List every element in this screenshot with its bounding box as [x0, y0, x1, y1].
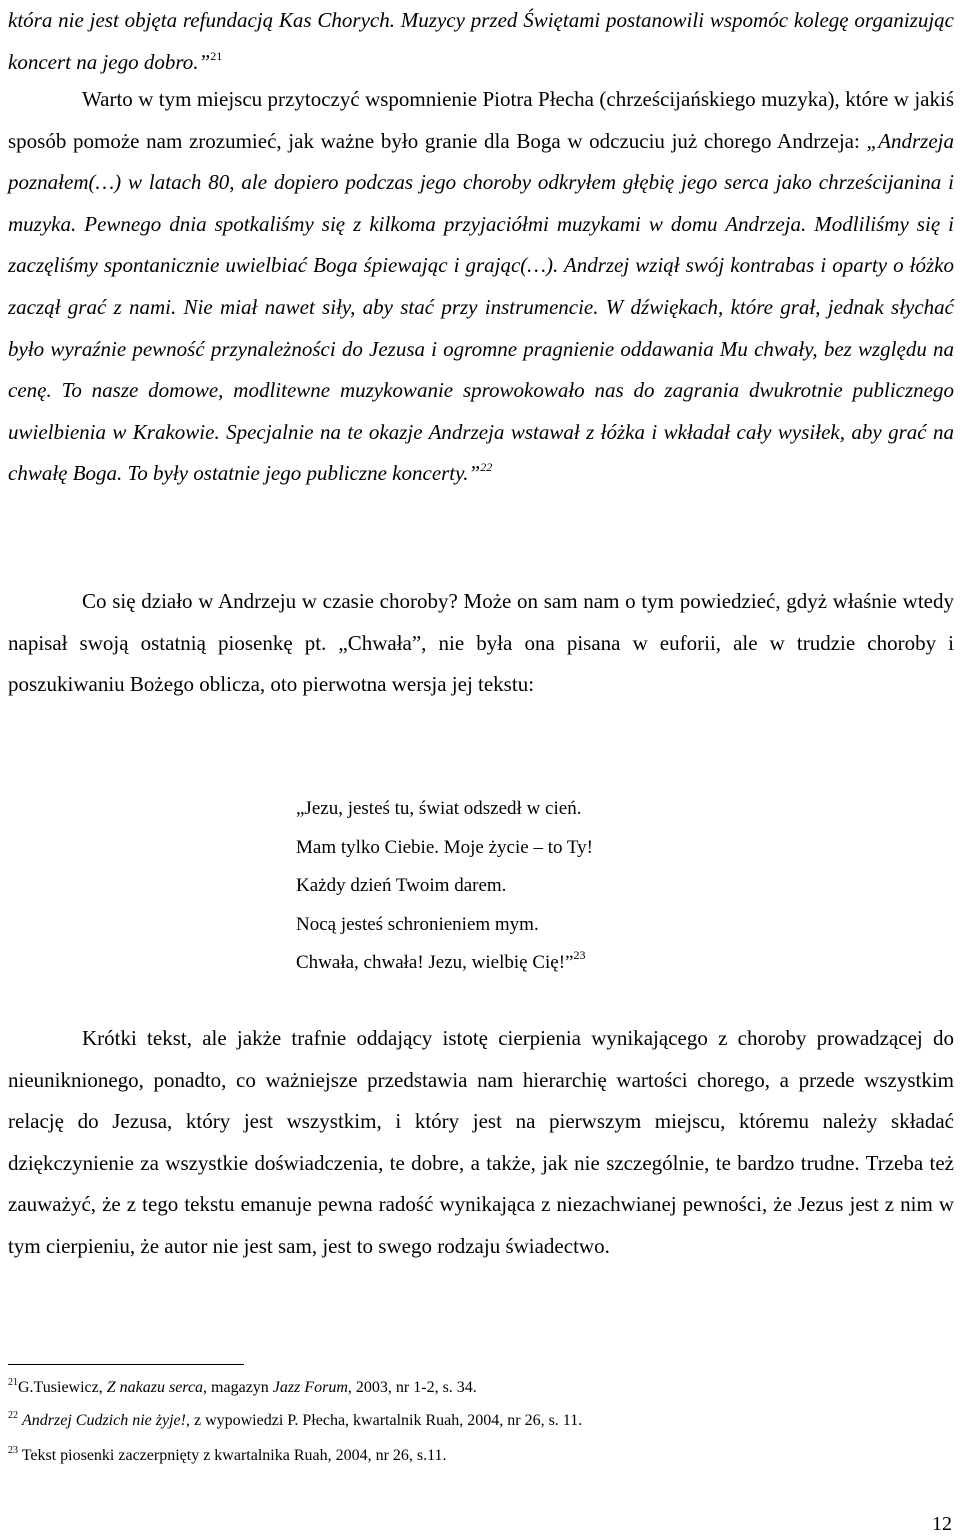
paragraph-1-text: która nie jest objęta refundacją Kas Chorych. Muzycy przed Świętami postanowili wspomóc kolegę organizując koncert na jego dobro.” — [8, 8, 954, 74]
footnote-23 — [8, 1446, 447, 1466]
quote-piotr-plech: „Andrzeja poznałem(…) w latach 80, ale dopiero podczas jego choroby odkryłem głębię jego serca jako chrześcijanina i muzyka. Pewnego dnia spotkaliśmy się z kilkoma przyjaciółmi muzykami w domu Andrzeja. Modliliśmy się i zaczęliśmy spontanicznie uwielbiać Boga śpiewając i grając(…). Andrzej wziął swój kontrabas i oparty o łóżko zaczął grać z nami. Nie miał nawet siły, aby stać przy instrumencie. W dźwiękach, które grał, jednak słychać było wyraźnie pewność przynależności do Jezusa i ogromne pragnienie oddawania Mu chwały, bez względu na cenę. To nasze domowe, modlitewne muzykowanie sprowokowało nas do zagrania dwukrotnie publicznego uwielbienia w Krakowie. Specjalnie na te okazje Andrzeja wstawał z łóżka i wkładał cały wysiłek, aby grać na chwałę Boga. To były ostatnie jego publiczne koncerty.” — [8, 128, 954, 486]
paragraph-question — [8, 581, 954, 706]
paragraph-3-text: Co się działo w Andrzeju w czasie choroby? Może on sam nam o tym powiedzieć, gdyż właśnie wtedy napisał swoją ostatnią piosenkę pt. „Chwała”, nie była ona pisana w euforii, ale w trudzie choroby i poszukiwaniu Bożego oblicza, oto pierwotna wersja jej tekstu: — [8, 589, 954, 697]
footnote-text: , 2003, nr 1-2, s. 34. — [347, 1379, 477, 1396]
footnote-number: 23 — [8, 1445, 18, 1456]
paragraph-commentary — [8, 1018, 954, 1268]
lyric-line: Każdy dzień Twoim darem. — [296, 875, 507, 896]
lyric-line-last — [296, 944, 593, 983]
footnote-text: , magazyn — [203, 1379, 273, 1396]
page-number: 12 — [932, 1513, 952, 1535]
lyric-line: „Jezu, jesteś tu, świat odszedł w cień. — [296, 798, 582, 819]
paragraph-continued — [8, 0, 954, 83]
footnote-title: Andrzej Cudzich nie żyje! — [22, 1412, 186, 1429]
paragraph-recollection — [8, 79, 954, 495]
footnote-ref-23[interactable]: 23 — [573, 948, 586, 962]
lyric-line: Nocą jesteś schronieniem mym. — [296, 913, 539, 935]
footnote-number: 22 — [8, 1410, 18, 1421]
paragraph-4-text: Krótki tekst, ale jakże trafnie oddający istotę cierpienia wynikającego z choroby prowadzącej do nieuniknionego, ponadto, co ważniejsze przedstawia nam hierarchię wartości chorego, a przede wszystkim relację do Jezusa, który jest wszystkim, i który jest na pierwszym miejscu, któremu należy składać dziękczynienie za wszystkie doświadczenia, te dobre, a także, jak nie szczególnie, te bardzo trudne. Trzeba też zauważyć, że z tego tekstu emanuje pewna radość wynikająca z niezachwianej pewności, że Jezus jest z nim w tym cierpieniu, że autor nie jest sam, jest to swego rodzaju świadectwo. — [8, 1026, 954, 1258]
footnote-22 — [8, 1411, 582, 1431]
footnote-ref-22[interactable]: 22 — [480, 460, 493, 475]
lyric-line-text: Chwała, chwała! Jezu, wielbię Cię!” — [296, 952, 574, 973]
lyric-line: Mam tylko Ciebie. Moje życie – to Ty! — [296, 836, 593, 858]
footnote-separator — [8, 1364, 244, 1365]
footnote-ref-21[interactable]: 21 — [210, 48, 223, 63]
footnote-21 — [8, 1378, 477, 1398]
footnote-text: Tekst piosenki zaczerpnięty z kwartalnika Ruah, 2004, nr 26, s.11. — [18, 1447, 447, 1464]
footnote-text: , z wypowiedzi P. Płecha, kwartalnik Ruah, 2004, nr 26, s. 11. — [185, 1412, 583, 1429]
footnote-number: 21 — [8, 1377, 18, 1388]
footnote-author: G.Tusiewicz, — [18, 1379, 107, 1396]
paragraph-2-intro: Warto w tym miejscu przytoczyć wspomnienie Piotra Płecha (chrześcijańskiego muzyka), które w jakiś sposób pomoże nam zrozumieć, jak ważne było granie dla Boga w odczuciu już chorego Andrzeja: — [8, 87, 954, 153]
footnote-title: Z nakazu serca — [106, 1379, 204, 1396]
song-lyrics — [296, 790, 593, 983]
footnote-journal: Jazz Forum — [272, 1379, 348, 1396]
